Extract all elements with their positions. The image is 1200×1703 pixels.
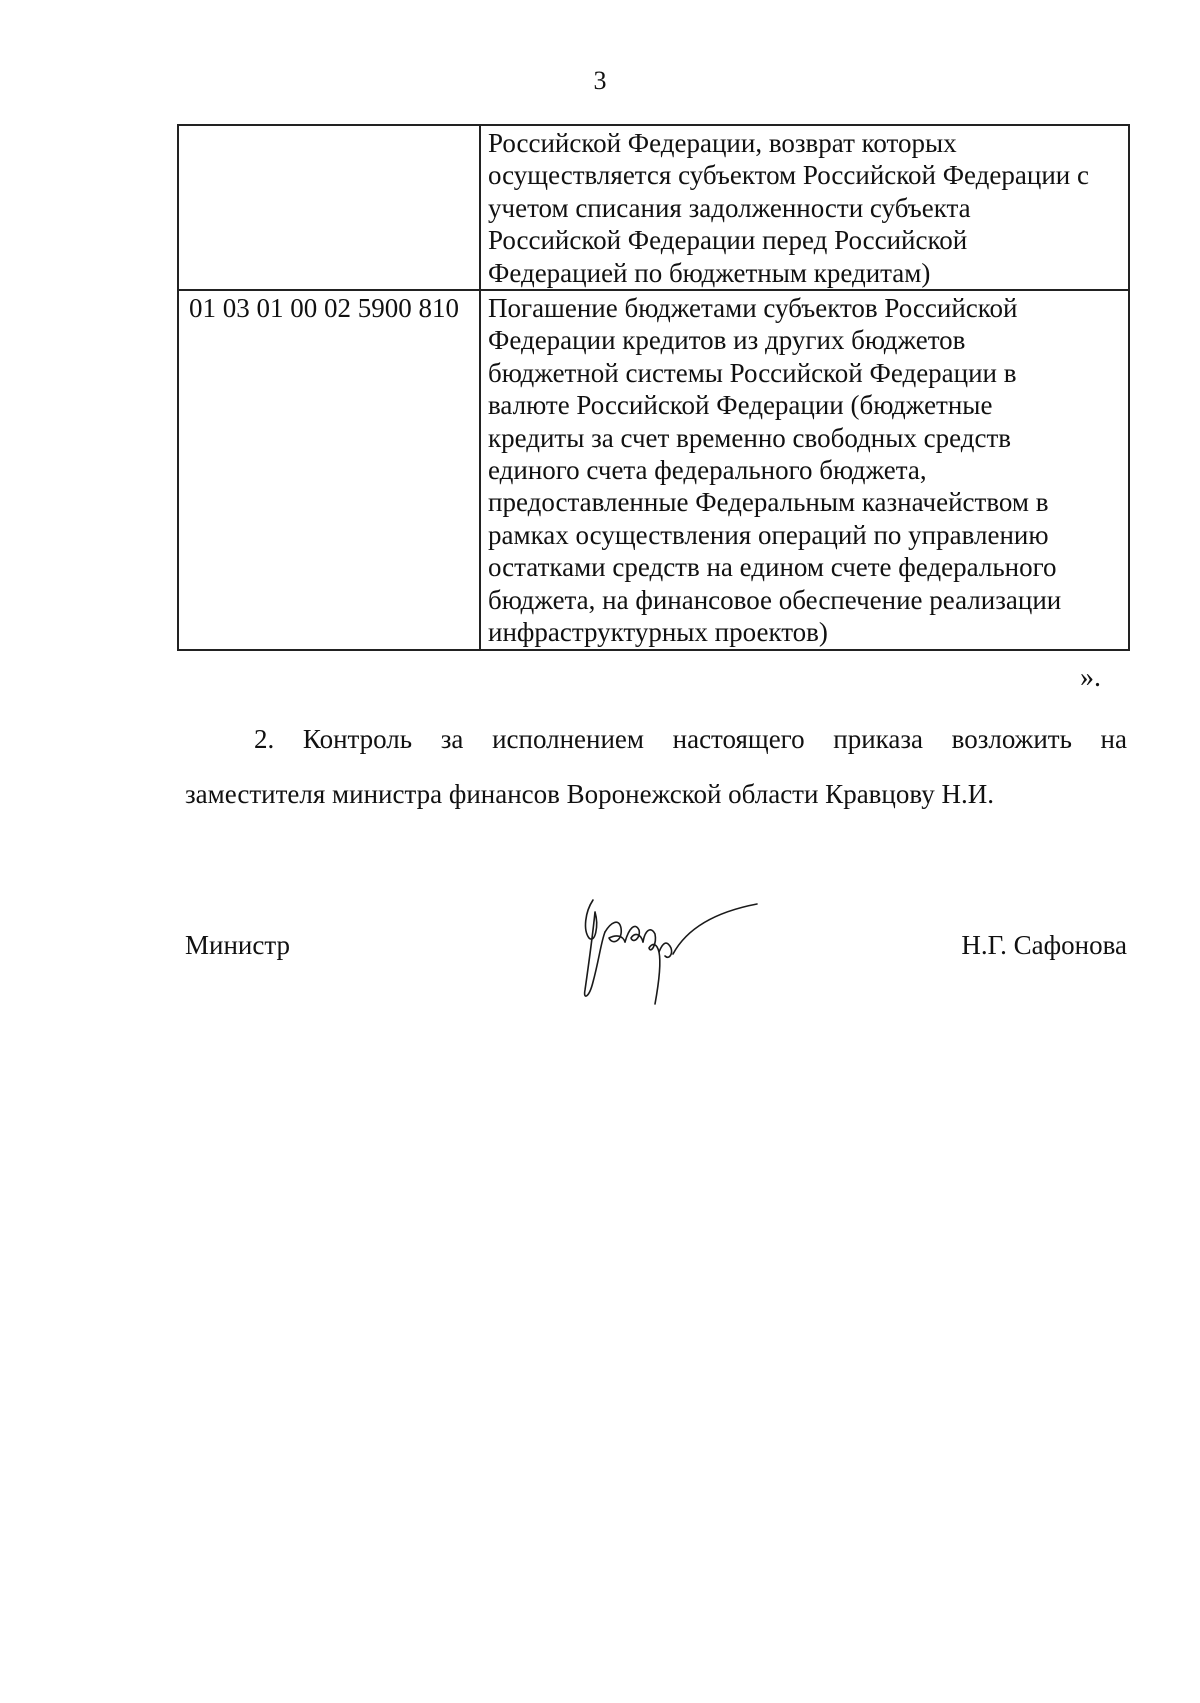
description-line: учетом списания задолженности субъекта [488, 192, 971, 223]
signer-name: Н.Г. Сафонова [961, 930, 1127, 960]
page-number: 3 [593, 66, 607, 95]
description-line: рамках осуществления операций по управлению [488, 519, 1049, 550]
table-cell-code [178, 125, 480, 290]
description-line: бюджета, на финансовое обеспечение реализации [488, 584, 1062, 615]
description-line: Российской Федерации перед Российской [488, 225, 968, 256]
description-line: Федерации кредитов из других бюджетов [488, 325, 966, 356]
paragraph-line: заместителя министра финансов Воронежской области Кравцову Н.И. [185, 779, 994, 809]
handwritten-signature [575, 882, 775, 1012]
description-line: Российской Федерации, возврат которых [488, 128, 957, 158]
budget-classification-table [177, 124, 1130, 651]
paragraph-line: 2. Контроль за исполнением настоящего приказа возложить на [254, 724, 1127, 754]
table-cell-code: 01 03 01 00 02 5900 810 [178, 290, 480, 649]
description-line: остатками средств на едином счете федерального [488, 552, 1057, 583]
table-cell-description [480, 125, 1129, 290]
closing-quote: ». [1080, 662, 1101, 693]
description-line: предоставленные Федеральным казначейством в [488, 487, 1049, 518]
description-line: единого счета федерального бюджета, [488, 455, 927, 486]
table-row [178, 290, 1129, 649]
description-line: валюте Российской Федерации (бюджетные [488, 390, 993, 421]
description-line: кредиты за счет временно свободных средств [488, 422, 1011, 453]
table-cell-description [480, 290, 1129, 649]
table-row [178, 125, 1129, 290]
description-line: Федерацией по бюджетным кредитам) [488, 257, 931, 288]
paragraph-control [185, 712, 1127, 822]
description-line: Погашение бюджетами субъектов Российской [488, 293, 1018, 324]
description-line: бюджетной системы Российской Федерации в [488, 357, 1017, 388]
description-line: осуществляется субъектом Российской Федерации с [488, 160, 1089, 191]
description-line: инфраструктурных проектов) [488, 617, 828, 648]
signer-title: Министр [185, 930, 290, 960]
